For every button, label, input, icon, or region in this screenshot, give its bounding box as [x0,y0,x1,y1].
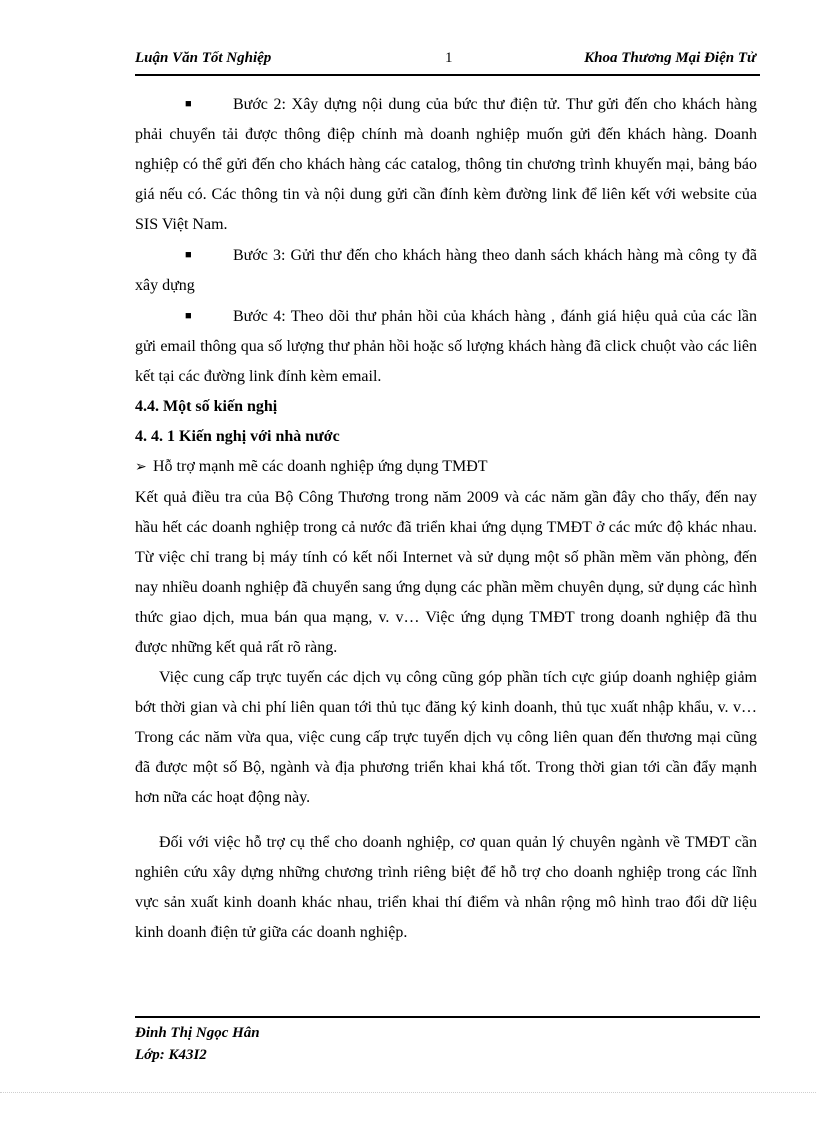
paragraph-public-services: Việc cung cấp trực tuyến các dịch vụ công cũng góp phần tích cực giúp doanh nghiệp giảm bớt thời gian và chi phí liên quan tới thủ tục đăng ký kinh doanh, thủ tục xuất nhập khẩu, v. v… Trong các năm vừa qua, việc cung cấp trực tuyến dịch vụ công liên quan đến thương mại cũng đã được một số Bộ, ngành và địa phương triển khai khá tốt. Trong thời gian tới cần đẩy mạnh hơn nữa các hoạt động này. [135,669,757,806]
paragraph-survey-results: Kết quả điều tra của Bộ Công Thương trong năm 2009 và các năm gần đây cho thấy, đến nay hầu hết các doanh nghiệp trong cả nước đã triển khai ứng dụng TMĐT ở các mức độ khác nhau. Từ việc chỉ trang bị máy tính có kết nối Internet và sử dụng một số phần mềm văn phòng, đến nay nhiều doanh nghiệp đã chuyển sang ứng dụng các phần mềm chuyên dụng, sử dụng các hình thức giao dịch, mua bán qua mạng, v. v… Việc ứng dụng TMĐT trong doanh nghiệp đã thu được những kết quả rất rõ ràng. [135,489,757,656]
footer-author: Đinh Thị Ngọc Hân [135,1025,260,1041]
header-thesis-title: Luận Văn Tốt Nghiệp [135,50,272,66]
page-header [135,48,760,76]
bullet-step-4 [135,301,757,392]
bullet-step-3 [135,240,757,301]
square-bullet-icon: ■ [185,98,192,110]
arrow-bullet-icon: ➢ [135,460,147,475]
paragraph-specific-support: Đối với việc hỗ trợ cụ thể cho doanh nghiệp, cơ quan quản lý chuyên ngành về TMĐT cần nghiên cứu xây dựng những chương trình riêng biệt để hỗ trợ cho doanh nghiệp trong các lĩnh vực sản xuất kinh doanh khác nhau, triển khai thí điểm và nhân rộng mô hình trao đổi dữ liệu kinh doanh điện tử giữa các doanh nghiệp. [135,834,757,941]
bullet-text: Bước 3: Gửi thư đến cho khách hàng theo danh sách khách hàng mà công ty đã xây dựng [135,247,757,294]
page-bottom-divider [0,1092,816,1093]
page-body [135,89,757,948]
bullet-text: Bước 2: Xây dựng nội dung của bức thư điện tử. Thư gửi đến cho khách hàng phải chuyển tải được thông điệp chính mà doanh nghiệp muốn gửi đến khách hàng. Doanh nghiệp có thể gửi đến cho khách hàng các catalog, thông tin chương trình khuyến mại, bảng báo giá nếu có. Các thông tin và nội dung gửi cần đính kèm đường link để liên kết với website của SIS Việt Nam. [135,96,757,233]
subsection-heading: 4. 4. 1 Kiến nghị với nhà nước [135,428,340,445]
bullet-step-2 [135,89,757,240]
footer-class: Lớp: K43I2 [135,1047,207,1063]
bullet-text: Bước 4: Theo dõi thư phản hồi của khách hàng , đánh giá hiệu quả của các lần gửi email thông qua số lượng thư phản hồi hoặc số lượng khách hàng đã click chuột vào các liên kết tại các đường link đính kèm email. [135,308,757,385]
section-heading: 4.4. Một số kiến nghị [135,398,278,415]
arrow-item-text: Hỗ trợ mạnh mẽ các doanh nghiệp ứng dụng TMĐT [153,458,488,475]
page-number: 1 [445,50,453,66]
paragraph-spacer [135,813,757,828]
square-bullet-icon: ■ [185,310,192,322]
square-bullet-icon: ■ [185,249,192,261]
header-faculty: Khoa Thương Mại Điện Tử [584,50,756,66]
page-footer [135,1016,760,1066]
arrow-list-item [135,452,757,483]
